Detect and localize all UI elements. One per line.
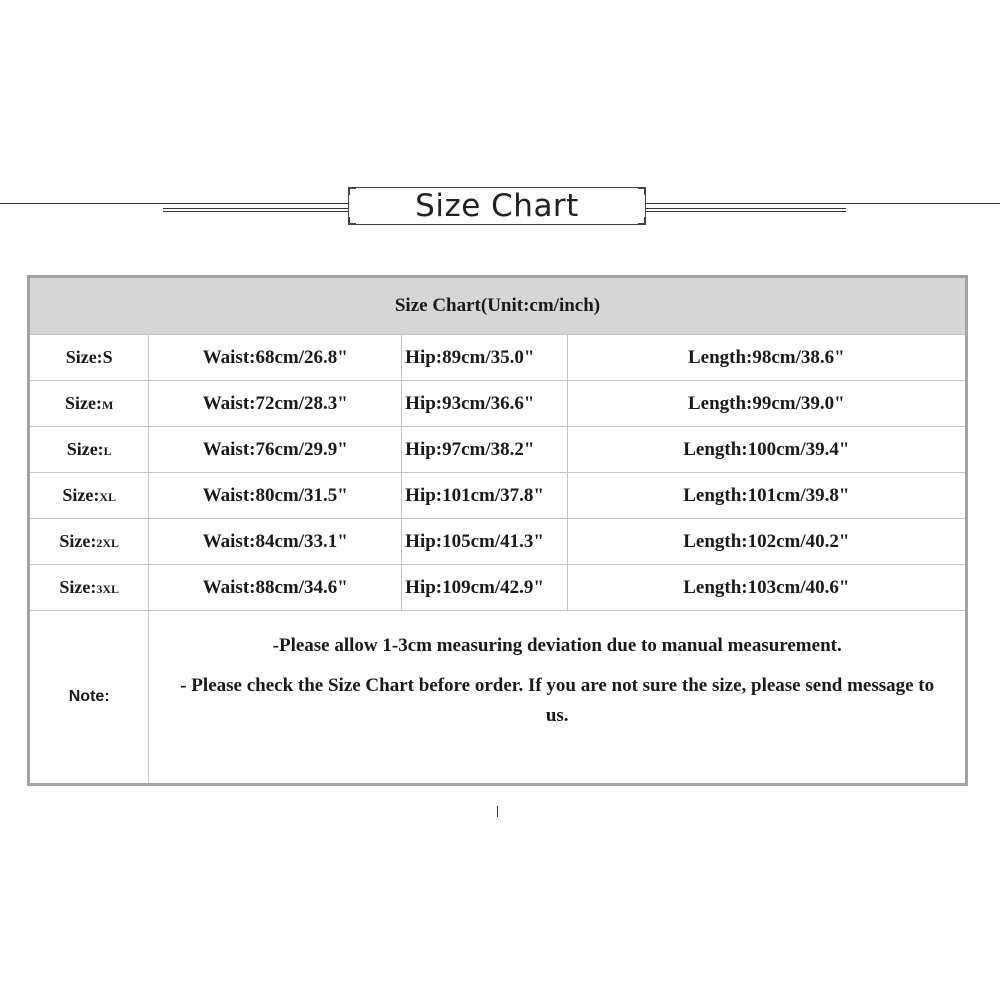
size-cell — [29, 335, 149, 381]
size-prefix: Size: — [59, 530, 97, 551]
page-title: Size Chart — [415, 187, 579, 224]
size-cell — [29, 381, 149, 427]
title-box-corner — [348, 187, 356, 195]
size-prefix: Size: — [62, 484, 100, 505]
hip-cell: Hip:89cm/35.0" — [402, 335, 568, 381]
table-row — [29, 519, 967, 565]
size-prefix: Size: — [65, 392, 103, 413]
waist-cell: Waist:76cm/29.9" — [149, 427, 402, 473]
size-chart-table — [27, 275, 968, 786]
banner-line-left-short-1 — [163, 208, 348, 209]
note-content — [149, 611, 967, 785]
size-prefix: Size: — [59, 576, 97, 597]
waist-cell: Waist:68cm/26.8" — [149, 335, 402, 381]
table-row — [29, 473, 967, 519]
title-box-corner — [638, 217, 646, 225]
length-cell: Length:101cm/39.8" — [567, 473, 966, 519]
hip-cell: Hip:105cm/41.3" — [402, 519, 568, 565]
note-line: - Please check the Size Chart before order. If you are not sure the size, please send message to us. — [180, 675, 935, 726]
size-prefix: Size: — [65, 346, 103, 367]
hip-cell: Hip:97cm/38.2" — [402, 427, 568, 473]
size-cell — [29, 473, 149, 519]
hip-cell: Hip:109cm/42.9" — [402, 565, 568, 611]
waist-cell: Waist:84cm/33.1" — [149, 519, 402, 565]
size-value: XL — [99, 489, 117, 504]
waist-cell: Waist:88cm/34.6" — [149, 565, 402, 611]
length-cell: Length:100cm/39.4" — [567, 427, 966, 473]
table-row — [29, 427, 967, 473]
length-cell: Length:98cm/38.6" — [567, 335, 966, 381]
size-cell — [29, 519, 149, 565]
table-row — [29, 565, 967, 611]
banner-line-right-short-2 — [646, 211, 846, 212]
banner-line-left-short-2 — [163, 211, 348, 212]
hip-cell: Hip:93cm/36.6" — [402, 381, 568, 427]
table-header-row — [29, 277, 967, 335]
table-header: Size Chart(Unit:cm/inch) — [29, 277, 967, 335]
divider-tick — [497, 806, 498, 817]
note-row — [29, 611, 967, 785]
hip-cell: Hip:101cm/37.8" — [402, 473, 568, 519]
table-row — [29, 335, 967, 381]
waist-cell: Waist:80cm/31.5" — [149, 473, 402, 519]
length-cell: Length:103cm/40.6" — [567, 565, 966, 611]
size-value: 3XL — [96, 581, 120, 596]
banner-line-right-long — [646, 203, 1000, 204]
size-cell — [29, 565, 149, 611]
size-value: L — [103, 443, 112, 458]
size-value: M — [102, 397, 114, 412]
note-label: Note: — [29, 611, 149, 785]
title-box-corner — [638, 187, 646, 195]
size-value: S — [102, 346, 113, 367]
banner-title-box — [348, 187, 646, 225]
size-cell — [29, 427, 149, 473]
banner-line-right-short-1 — [646, 208, 846, 209]
banner-line-left-long — [0, 203, 348, 204]
waist-cell: Waist:72cm/28.3" — [149, 381, 402, 427]
title-box-corner — [348, 217, 356, 225]
length-cell: Length:102cm/40.2" — [567, 519, 966, 565]
size-value: 2XL — [96, 535, 120, 550]
note-line: -Please allow 1-3cm measuring deviation due to manual measurement. — [272, 635, 842, 656]
size-prefix: Size: — [66, 438, 104, 459]
table-row — [29, 381, 967, 427]
length-cell: Length:99cm/39.0" — [567, 381, 966, 427]
